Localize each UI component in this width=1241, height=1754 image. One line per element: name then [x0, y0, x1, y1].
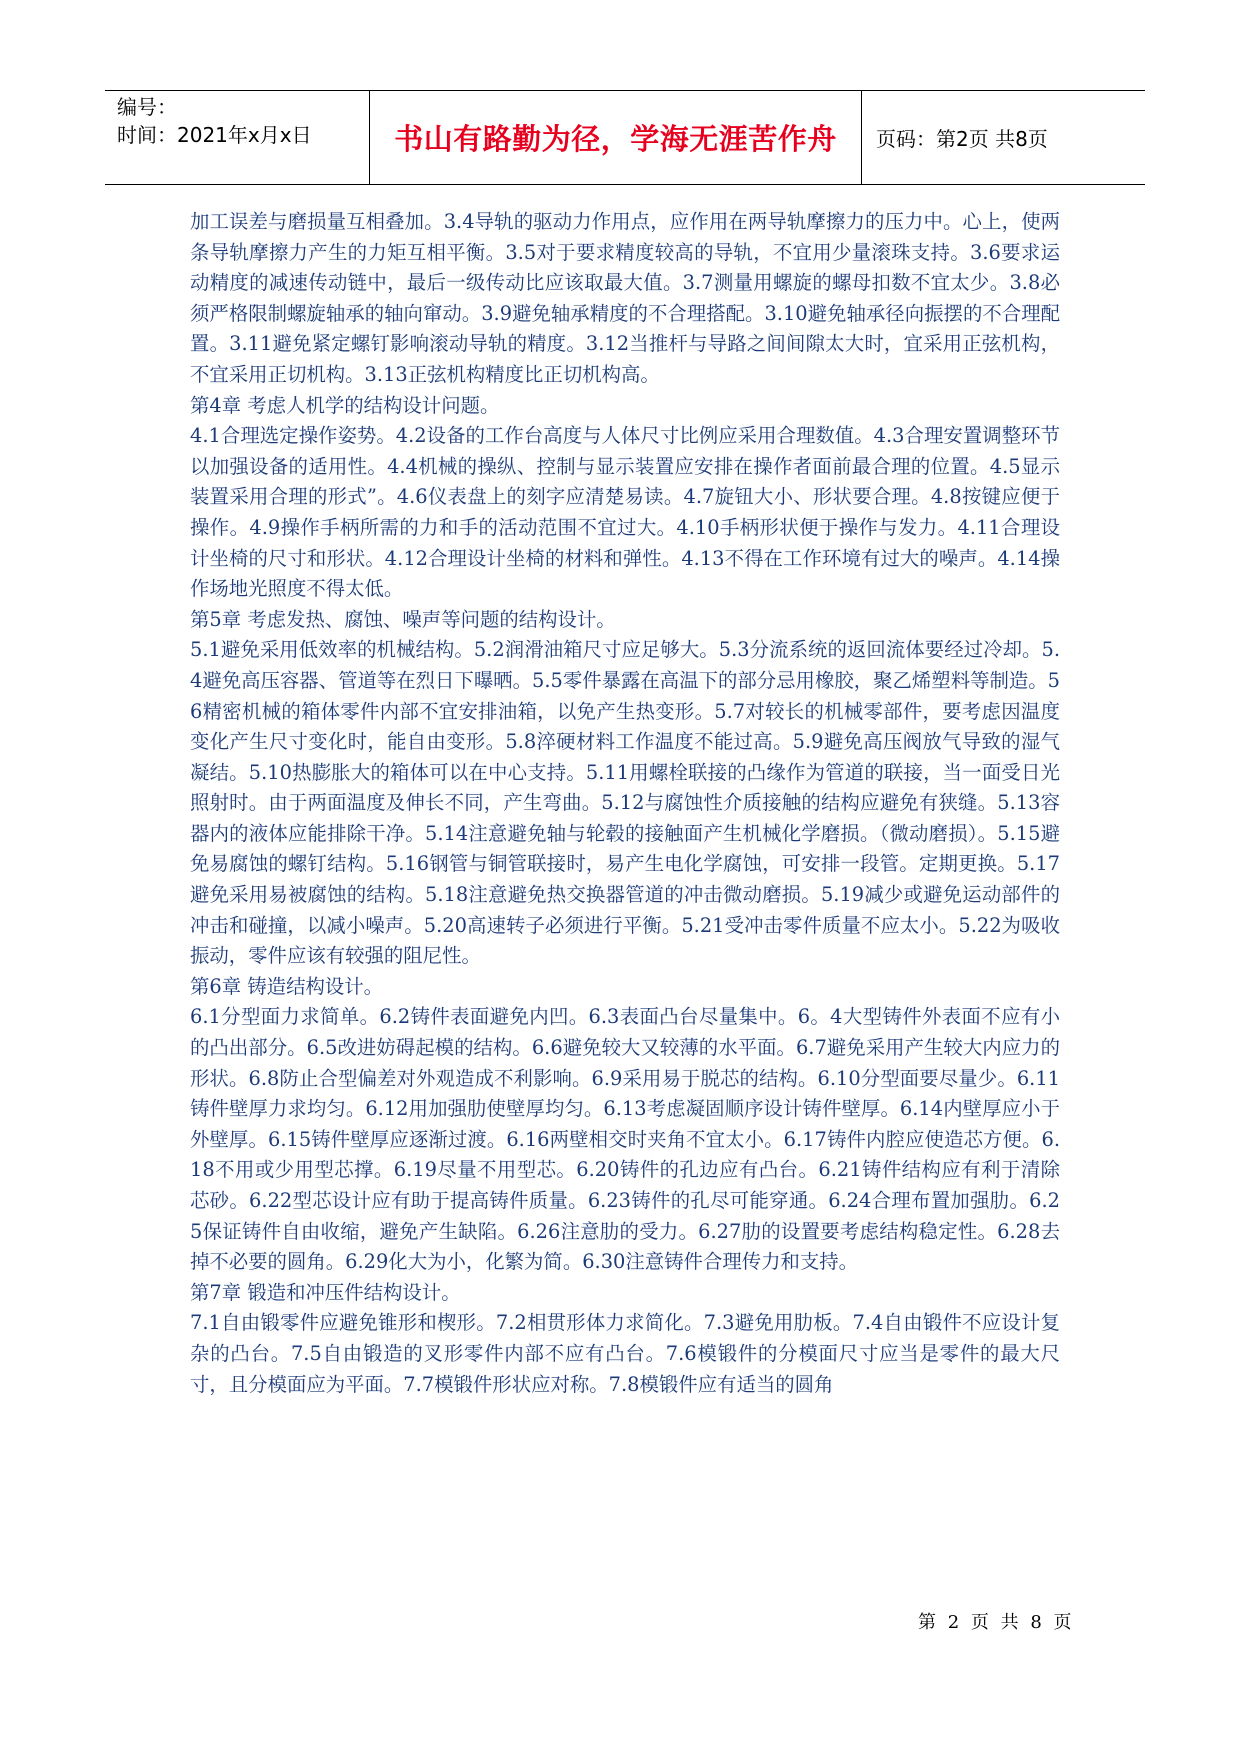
header-meta-cell	[105, 91, 370, 184]
body-paragraph: 7.1自由锻零件应避免锥形和楔形。7.2相贯形体力求简化。7.3避免用肋板。7.4自由锻件不应设计复杂的凸台。7.5自由锻造的叉形零件内部不应有凸台。7.6模锻件的分模面尺寸应当是零件的最大尺寸，且分模面应为平面。7.7模锻件形状应对称。7.8模锻件应有适当的圆角	[190, 1311, 1060, 1396]
serial-number-label: 编号：	[117, 95, 177, 119]
chapter-heading: 第7章 锻造和冲压件结构设计。	[190, 1280, 461, 1304]
motto-text: 书山有路勤为径，学海无涯苦作舟	[394, 122, 837, 156]
body-paragraph: 4.1合理选定操作姿势。4.2设备的工作台高度与人体尺寸比例应采用合理数值。4.3合理安置调整环节以加强设备的适用性。4.4机械的操纵、控制与显示装置应安排在操作者面前最合理的位置。4.5显示装置采用合理的形式”。4.6仪表盘上的刻字应清楚易读。4.7旋钮大小、形状要合理。4.8按键应便于操作。4.9操作手柄所需的力和手的活动范围不宜过大。4.10手柄形状便于操作与发力。4.11合理设计坐椅的尺寸和形状。4.12合理设计坐椅的材料和弹性。4.13不得在工作环境有过大的噪声。4.14操作场地光照度不得太低。	[190, 424, 1060, 601]
header-motto-cell	[370, 91, 862, 184]
chapter-heading: 第6章 铸造结构设计。	[190, 974, 384, 998]
document-body	[190, 207, 1060, 1400]
body-paragraph: 加工误差与磨损量互相叠加。3.4导轨的驱动力作用点，应作用在两导轨摩擦力的压力中。心上，使两条导轨摩擦力产生的力矩互相平衡。3.5对于要求精度较高的导轨，不宜用少量滚珠支持。3.6要求运动精度的减速传动链中，最后一级传动比应该取最大值。3.7测量用螺旋的螺母扣数不宜太少。3.8必须严格限制螺旋轴承的轴向窜动。3.9避免轴承精度的不合理搭配。3.10避免轴承径向振摆的不合理配置。3.11避免紧定螺钉影响滚动导轨的精度。3.12当推杆与导路之间间隙太大时，宜采用正弦机构，不宜采用正切机构。3.13正弦机构精度比正切机构高。	[190, 210, 1060, 386]
date-line: 时间：2021年x月x日	[117, 123, 312, 147]
header-page-cell	[862, 91, 1145, 184]
page-footer: 第 2 页 共 8 页	[918, 1612, 1075, 1633]
page-code: 页码：第2页 共8页	[876, 127, 1048, 151]
page-header	[105, 90, 1145, 185]
body-paragraph: 5.1避免采用低效率的机械结构。5.2润滑油箱尺寸应足够大。5.3分流系统的返回流体要经过冷却。5.4避免高压容器、管道等在烈日下曝晒。5.5零件暴露在高温下的部分忌用橡胶，聚乙烯塑料等制造。56精密机械的箱体零件内部不宜安排油箱，以免产生热变形。5.7对较长的机械零部件，要考虑因温度变化产生尺寸变化时，能自由变形。5.8淬硬材料工作温度不能过高。5.9避免高压阀放气导致的湿气凝结。5.10热膨胀大的箱体可以在中心支持。5.11用螺栓联接的凸缘作为管道的联接，当一面受日光照射时。由于两面温度及伸长不同，产生弯曲。5.12与腐蚀性介质接触的结构应避免有狭缝。5.13容器内的液体应能排除干净。5.14注意避免轴与轮毂的接触面产生机械化学磨损。（微动磨损）。5.15避免易腐蚀的螺钉结构。5.16钢管与铜管联接时，易产生电化学腐蚀，可安排一段管。定期更换。5.17避免采用易被腐蚀的结构。5.18注意避免热交换器管道的冲击微动磨损。5.19减少或避免运动部件的冲击和碰撞，以减小噪声。5.20高速转子必须进行平衡。5.21受冲击零件质量不应太小。5.22为吸收振动，零件应该有较强的阻尼性。	[190, 638, 1060, 968]
chapter-heading: 第4章 考虑人机学的结构设计问题。	[190, 393, 500, 417]
body-paragraph: 6.1分型面力求简单。6.2铸件表面避免内凹。6.3表面凸台尽量集中。6。4大型铸件外表面不应有小的凸出部分。6.5改进妨碍起模的结构。6.6避免较大又较薄的水平面。6.7避免采用产生较大内应力的形状。6.8防止合型偏差对外观造成不利影响。6.9采用易于脱芯的结构。6.10分型面要尽量少。6.11铸件壁厚力求均匀。6.12用加强肋使壁厚均匀。6.13考虑凝固顺序设计铸件壁厚。6.14内壁厚应小于外壁厚。6.15铸件壁厚应逐渐过渡。6.16两壁相交时夹角不宜太小。6.17铸件内腔应使造芯方便。6.18不用或少用型芯撑。6.19尽量不用型芯。6.20铸件的孔边应有凸台。6.21铸件结构应有利于清除芯砂。6.22型芯设计应有助于提高铸件质量。6.23铸件的孔尽可能穿通。6.24合理布置加强肋。6.25保证铸件自由收缩，避免产生缺陷。6.26注意肋的受力。6.27肋的设置要考虑结构稳定性。6.28去掉不必要的圆角。6.29化大为小，化繁为简。6.30注意铸件合理传力和支持。	[190, 1005, 1060, 1274]
chapter-heading: 第5章 考虑发热、腐蚀、噪声等问题的结构设计。	[190, 607, 616, 631]
